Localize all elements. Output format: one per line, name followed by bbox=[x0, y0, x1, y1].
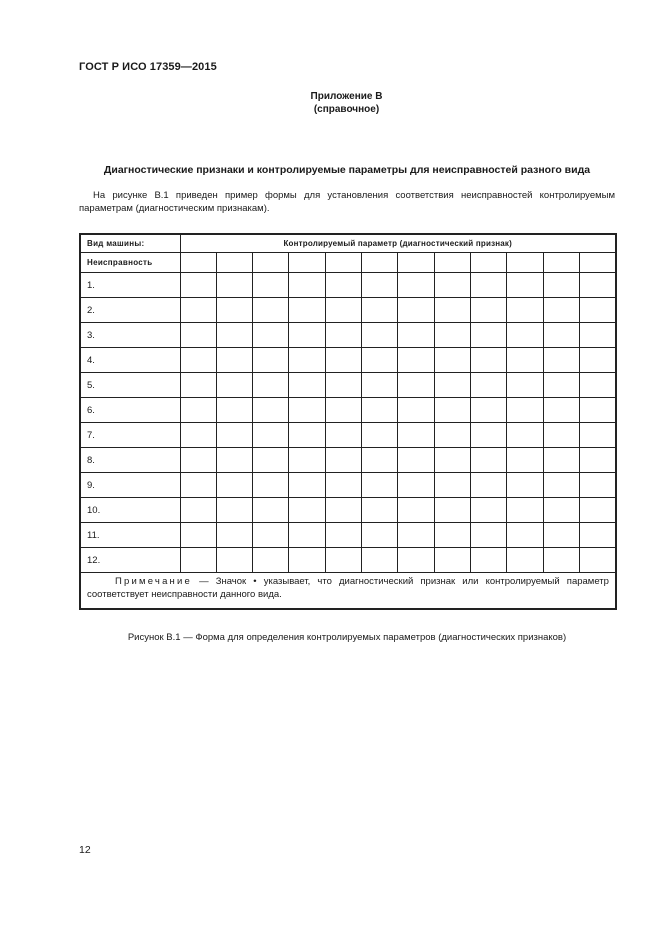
table-cell bbox=[180, 273, 216, 298]
parameter-column-header-cell bbox=[253, 253, 289, 273]
table-cell bbox=[362, 298, 398, 323]
table-cell bbox=[543, 323, 579, 348]
table-cell bbox=[289, 448, 325, 473]
table-cell bbox=[398, 273, 434, 298]
table-cell bbox=[180, 373, 216, 398]
row-number: 6. bbox=[80, 398, 180, 423]
table-cell bbox=[216, 523, 252, 548]
table-cell bbox=[471, 498, 507, 523]
parameter-column-header-cell bbox=[325, 253, 361, 273]
table-cell bbox=[398, 298, 434, 323]
table-cell bbox=[216, 423, 252, 448]
row-number: 3. bbox=[80, 323, 180, 348]
table-cell bbox=[580, 473, 616, 498]
table-cell bbox=[507, 498, 543, 523]
table-cell bbox=[325, 348, 361, 373]
fault-label: Неисправность bbox=[80, 253, 180, 273]
table-cell bbox=[434, 548, 470, 573]
machine-type-label: Вид машины: bbox=[80, 234, 180, 253]
parameter-column-header-cell bbox=[362, 253, 398, 273]
table-cell bbox=[543, 448, 579, 473]
table-cell bbox=[471, 273, 507, 298]
table-cell bbox=[507, 323, 543, 348]
table-cell bbox=[289, 398, 325, 423]
table-cell bbox=[362, 323, 398, 348]
table-cell bbox=[543, 523, 579, 548]
table-cell bbox=[289, 523, 325, 548]
table-row bbox=[80, 373, 616, 398]
table-cell bbox=[507, 298, 543, 323]
table-cell bbox=[507, 273, 543, 298]
table-cell bbox=[580, 523, 616, 548]
table-cell bbox=[289, 348, 325, 373]
row-number: 2. bbox=[80, 298, 180, 323]
table-row bbox=[80, 448, 616, 473]
parameter-column-header-cell bbox=[580, 253, 616, 273]
table-cell bbox=[216, 548, 252, 573]
table-cell bbox=[543, 498, 579, 523]
table-cell bbox=[398, 323, 434, 348]
table-cell bbox=[580, 398, 616, 423]
table-cell bbox=[471, 323, 507, 348]
table-cell bbox=[398, 523, 434, 548]
table-cell bbox=[434, 348, 470, 373]
table-cell bbox=[398, 423, 434, 448]
table-row bbox=[80, 473, 616, 498]
table-cell bbox=[398, 498, 434, 523]
table-cell bbox=[253, 448, 289, 473]
table-cell bbox=[325, 473, 361, 498]
row-number: 5. bbox=[80, 373, 180, 398]
table-cell bbox=[289, 298, 325, 323]
intro-paragraph bbox=[79, 189, 615, 215]
table-cell bbox=[253, 373, 289, 398]
table-cell bbox=[180, 473, 216, 498]
table-cell bbox=[580, 423, 616, 448]
parameter-column-header-cell bbox=[289, 253, 325, 273]
table-cell bbox=[216, 448, 252, 473]
table-cell bbox=[362, 423, 398, 448]
table-cell bbox=[580, 298, 616, 323]
parameter-column-header-cell bbox=[507, 253, 543, 273]
table-note bbox=[80, 573, 616, 610]
table-cell bbox=[471, 348, 507, 373]
table-cell bbox=[216, 273, 252, 298]
table-cell bbox=[398, 348, 434, 373]
row-number: 11. bbox=[80, 523, 180, 548]
table-cell bbox=[180, 498, 216, 523]
table-cell bbox=[289, 373, 325, 398]
row-number: 8. bbox=[80, 448, 180, 473]
table-cell bbox=[180, 448, 216, 473]
table-row bbox=[80, 498, 616, 523]
table-cell bbox=[289, 273, 325, 298]
table-row bbox=[80, 523, 616, 548]
table-cell bbox=[434, 273, 470, 298]
row-number: 7. bbox=[80, 423, 180, 448]
table-cell bbox=[580, 448, 616, 473]
table-cell bbox=[253, 423, 289, 448]
table-cell bbox=[216, 473, 252, 498]
table-cell bbox=[289, 498, 325, 523]
table-cell bbox=[434, 373, 470, 398]
page-number: 12 bbox=[79, 844, 91, 856]
table-cell bbox=[434, 298, 470, 323]
table-cell bbox=[543, 373, 579, 398]
table-cell bbox=[507, 523, 543, 548]
fault-parameter-form bbox=[79, 233, 617, 610]
note-text: — Значок • указывает, что диагностический признак или контролируемый параметр соответствует неисправности данного вида. bbox=[87, 576, 609, 600]
parameter-column-header-cell bbox=[543, 253, 579, 273]
table-cell bbox=[507, 398, 543, 423]
table-cell bbox=[289, 423, 325, 448]
table-cell bbox=[253, 498, 289, 523]
table-cell bbox=[543, 548, 579, 573]
table-cell bbox=[580, 548, 616, 573]
table-cell bbox=[507, 423, 543, 448]
table-cell bbox=[543, 348, 579, 373]
table-cell bbox=[398, 473, 434, 498]
table-cell bbox=[543, 298, 579, 323]
table-cell bbox=[325, 523, 361, 548]
table-cell bbox=[543, 398, 579, 423]
table-cell bbox=[362, 473, 398, 498]
row-number: 12. bbox=[80, 548, 180, 573]
table-cell bbox=[580, 373, 616, 398]
table-cell bbox=[434, 473, 470, 498]
table-cell bbox=[180, 323, 216, 348]
table-cell bbox=[325, 373, 361, 398]
table-cell bbox=[471, 398, 507, 423]
table-cell bbox=[580, 348, 616, 373]
table-row bbox=[80, 323, 616, 348]
table-cell bbox=[398, 398, 434, 423]
table-cell bbox=[325, 498, 361, 523]
table-cell bbox=[507, 448, 543, 473]
table-cell bbox=[253, 323, 289, 348]
note-prefix: Примечание bbox=[115, 576, 192, 587]
table-row bbox=[80, 298, 616, 323]
table-cell bbox=[580, 323, 616, 348]
table-cell bbox=[507, 548, 543, 573]
table-cell bbox=[434, 323, 470, 348]
table-cell bbox=[471, 373, 507, 398]
table-cell bbox=[507, 373, 543, 398]
table-cell bbox=[362, 523, 398, 548]
table-cell bbox=[507, 348, 543, 373]
header-row-fault bbox=[80, 253, 616, 273]
table-cell bbox=[253, 473, 289, 498]
table-cell bbox=[434, 398, 470, 423]
parameter-column-header-cell bbox=[180, 253, 216, 273]
parameter-header: Контролируемый параметр (диагностический признак) bbox=[180, 234, 616, 253]
intro-text: На рисунке В.1 приведен пример формы для установления соответствия неисправностей контролируемым параметрам (диагностическим признакам). bbox=[79, 190, 615, 214]
table-cell bbox=[434, 498, 470, 523]
table-cell bbox=[362, 373, 398, 398]
table-cell bbox=[216, 348, 252, 373]
table-cell bbox=[543, 273, 579, 298]
table-cell bbox=[398, 548, 434, 573]
parameter-column-header-cell bbox=[216, 253, 252, 273]
table-cell bbox=[253, 348, 289, 373]
table-cell bbox=[325, 423, 361, 448]
table-cell bbox=[471, 523, 507, 548]
parameter-column-header-cell bbox=[434, 253, 470, 273]
table-cell bbox=[325, 398, 361, 423]
table-cell bbox=[253, 523, 289, 548]
table-cell bbox=[180, 523, 216, 548]
standard-code: ГОСТ Р ИСО 17359—2015 bbox=[79, 61, 217, 73]
table-cell bbox=[362, 398, 398, 423]
figure-caption: Рисунок В.1 — Форма для определения контролируемых параметров (диагностических признаков) bbox=[127, 632, 567, 643]
table-cell bbox=[325, 323, 361, 348]
table-cell bbox=[253, 298, 289, 323]
table-cell bbox=[180, 398, 216, 423]
table-cell bbox=[507, 473, 543, 498]
note-row bbox=[80, 573, 616, 610]
table-cell bbox=[580, 273, 616, 298]
header-row-machine bbox=[80, 234, 616, 253]
table-cell bbox=[471, 473, 507, 498]
table-cell bbox=[362, 498, 398, 523]
table-row bbox=[80, 273, 616, 298]
table-cell bbox=[180, 423, 216, 448]
table-cell bbox=[362, 448, 398, 473]
table-cell bbox=[325, 298, 361, 323]
table-cell bbox=[362, 548, 398, 573]
table-cell bbox=[434, 448, 470, 473]
table-cell bbox=[543, 473, 579, 498]
parameter-column-header-cell bbox=[471, 253, 507, 273]
table-cell bbox=[434, 523, 470, 548]
table-cell bbox=[253, 398, 289, 423]
appendix-title: Приложение В bbox=[310, 91, 383, 102]
table-cell bbox=[216, 398, 252, 423]
row-number: 9. bbox=[80, 473, 180, 498]
table-row bbox=[80, 348, 616, 373]
table-cell bbox=[362, 348, 398, 373]
table-cell bbox=[434, 423, 470, 448]
table-cell bbox=[471, 548, 507, 573]
table-cell bbox=[325, 548, 361, 573]
table-cell bbox=[180, 298, 216, 323]
table-cell bbox=[362, 273, 398, 298]
table-cell bbox=[253, 548, 289, 573]
table-cell bbox=[253, 273, 289, 298]
table-cell bbox=[216, 498, 252, 523]
table-cell bbox=[180, 348, 216, 373]
table-cell bbox=[398, 448, 434, 473]
table-cell bbox=[543, 423, 579, 448]
table-cell bbox=[289, 548, 325, 573]
appendix-subtitle: (справочное) bbox=[313, 104, 380, 115]
table-cell bbox=[289, 473, 325, 498]
table-cell bbox=[471, 298, 507, 323]
table-cell bbox=[325, 273, 361, 298]
parameter-column-header-cell bbox=[398, 253, 434, 273]
row-number: 1. bbox=[80, 273, 180, 298]
table-row bbox=[80, 423, 616, 448]
table-cell bbox=[216, 298, 252, 323]
note-paragraph bbox=[87, 576, 609, 601]
table-cell bbox=[216, 323, 252, 348]
row-number: 4. bbox=[80, 348, 180, 373]
section-title: Диагностические признаки и контролируемые параметры для неисправностей разного вида bbox=[103, 164, 591, 176]
table-cell bbox=[216, 373, 252, 398]
table-cell bbox=[398, 373, 434, 398]
table-cell bbox=[289, 323, 325, 348]
table-row bbox=[80, 548, 616, 573]
row-number: 10. bbox=[80, 498, 180, 523]
table-cell bbox=[580, 498, 616, 523]
table-row bbox=[80, 398, 616, 423]
table-cell bbox=[471, 423, 507, 448]
table-cell bbox=[325, 448, 361, 473]
table-cell bbox=[180, 548, 216, 573]
table-cell bbox=[471, 448, 507, 473]
